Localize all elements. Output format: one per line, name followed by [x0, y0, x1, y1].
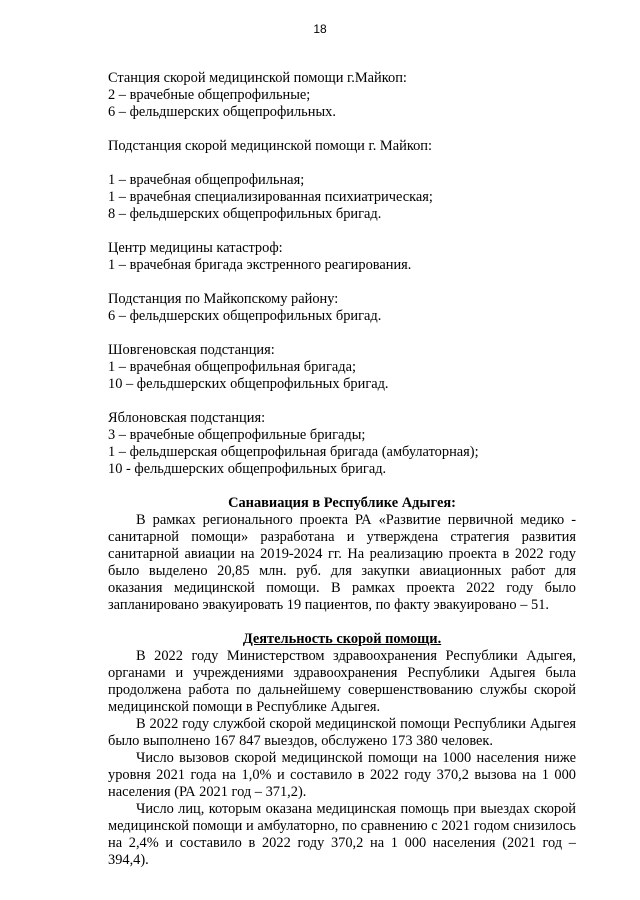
shovgenovsky-group [108, 342, 576, 393]
emergency-paragraph: В 2022 году Министерством здравоохранения Республики Адыгея, органами и учреждениями здравоохранения Республики Адыгея была продолжена работа по дальнейшему совершенствованию службы скорой медицинской помощи в Республике Адыгея. [108, 648, 576, 715]
document-body [108, 70, 576, 869]
list-item: 6 – фельдшерских общепрофильных бригад. [108, 308, 382, 324]
list-item: 2 – врачебные общепрофильные; [108, 87, 311, 103]
emergency-title: Деятельность скорой помощи. [242, 631, 442, 647]
sanaviation-title: Санавиация в Республике Адыгея: [228, 495, 456, 511]
list-item: 1 – врачебная специализированная психиатрическая; [108, 189, 433, 205]
group-title: Центр медицины катастроф: [108, 240, 283, 256]
list-item: 1 – врачебная бригада экстренного реагирования. [108, 257, 412, 273]
list-item: 10 - фельдшерских общепрофильных бригад. [108, 461, 387, 477]
emergency-paragraph: В 2022 году службой скорой медицинской помощи Республики Адыгея было выполнено 167 847 выездов, обслужено 173 380 человек. [108, 716, 576, 749]
sanaviation-paragraph: В рамках регионального проекта РА «Развитие первичной медико - санитарной помощи» разработана и утверждена стратегия развития санитарной авиации на 2019-2024 гг. На реализацию проекта в 2022 году было выделено 20,85 млн. руб. для закупки авиационных работ для оказания медицинской помощи. В рамках проекта 2022 году было запланировано эвакуировать 19 пациентов, по факту эвакуировано – 51. [108, 512, 576, 613]
emergency-paragraph: Число лиц, которым оказана медицинская помощь при выездах скорой медицинской помощи и амбулаторно, по сравнению с 2021 годом снизилось на 2,4% и составило в 2022 году 370,2 на 1 000 населения (2021 год – 394,4). [108, 801, 576, 868]
group-title: Шовгеновская подстанция: [108, 342, 275, 358]
list-item: 6 – фельдшерских общепрофильных. [108, 104, 336, 120]
maikop-district-group [108, 291, 576, 325]
list-item: 10 – фельдшерских общепрофильных бригад. [108, 376, 389, 392]
disaster-medicine-group [108, 240, 576, 274]
group-title: Подстанция скорой медицинской помощи г. Майкоп: [108, 138, 432, 154]
list-item: 3 – врачебные общепрофильные бригады; [108, 427, 366, 443]
list-item: 1 – фельдшерская общепрофильная бригада (амбулаторная); [108, 444, 479, 460]
list-item: 1 – врачебная общепрофильная; [108, 172, 305, 188]
substation-group-maikop [108, 138, 576, 223]
page-number: 18 [313, 22, 327, 36]
yablonovsky-group [108, 410, 576, 478]
list-item: 1 – врачебная общепрофильная бригада; [108, 359, 357, 375]
group-title: Яблоновская подстанция: [108, 410, 266, 426]
station-group-maikop [108, 70, 576, 121]
group-title: Подстанция по Майкопскому району: [108, 291, 339, 307]
emergency-paragraph: Число вызовов скорой медицинской помощи на 1000 населения ниже уровня 2021 года на 1,0% и составило в 2022 году 370,2 вызова на 1 000 населения (РА 2021 год – 371,2). [108, 750, 576, 800]
group-title: Станция скорой медицинской помощи г.Майкоп: [108, 70, 407, 86]
list-item: 8 – фельдшерских общепрофильных бригад. [108, 206, 382, 222]
